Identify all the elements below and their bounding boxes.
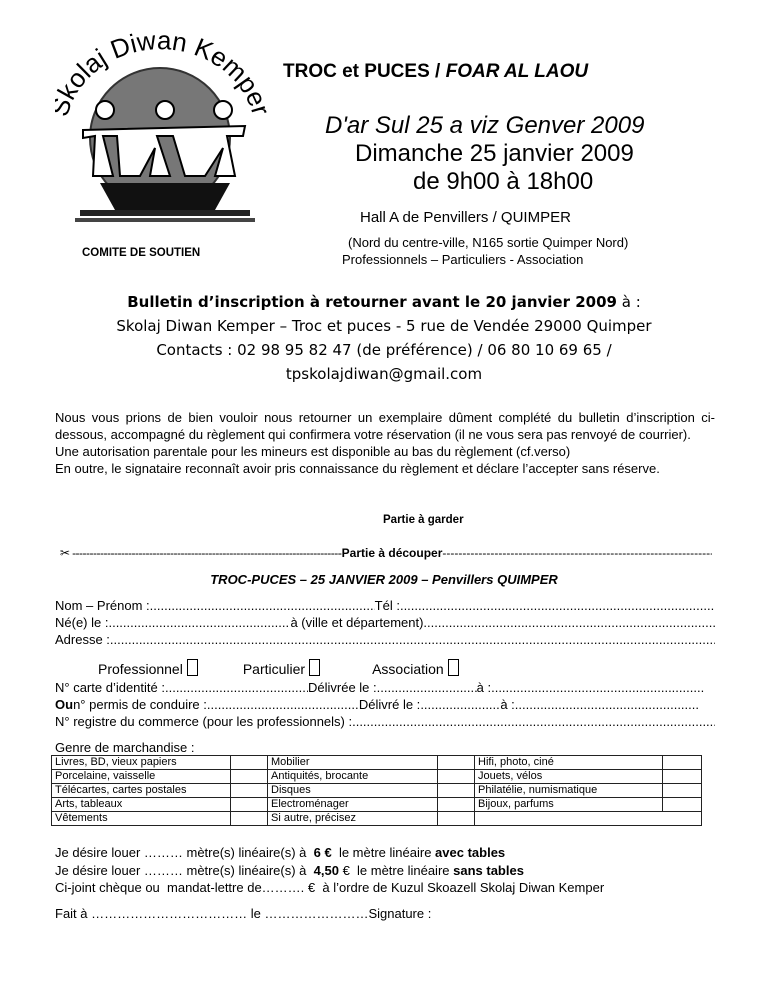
audience: Professionnels – Particuliers - Association [342, 252, 584, 267]
directions: (Nord du centre-ville, N165 sortie Quimper Nord) [348, 235, 629, 250]
phone-input[interactable] [400, 598, 715, 614]
goods-checkbox-cell[interactable] [663, 756, 702, 770]
name-field[interactable] [55, 598, 715, 614]
price: 6 € [313, 845, 332, 860]
rent-with-tables [55, 845, 715, 861]
goods-row [52, 798, 702, 812]
birthplace-label: à (ville et département) [290, 615, 424, 630]
exhibitor-type [55, 659, 715, 678]
intro-paragraph: En outre, le signataire reconnaît avoir pris connaissance du règlement et déclare l’accepter sans réserve. [55, 461, 660, 476]
bulletin-contacts: Contacts : 02 98 95 82 47 (de préférence) / 06 80 10 69 65 / [156, 341, 612, 359]
goods-checkbox-cell[interactable] [231, 812, 268, 826]
dash-leader [442, 545, 712, 561]
rent-text: Je désire louer ……… mètre(s) linéaire(s) à [55, 845, 314, 860]
intro-paragraph: Nous vous prions de bien vouloir nous retourner un exemplaire dûment complété du bulletin d’inscription ci-dessous, accompagné du règlement qui confirmera votre réservation (il ne vous sera pas renvoyé de courrier). [55, 410, 715, 442]
title-separator: / [429, 61, 446, 82]
goods-checkbox-cell[interactable] [663, 770, 702, 784]
birthdate-label: Né(e) le : [55, 615, 109, 630]
registry-field[interactable] [55, 714, 715, 730]
id-card-input[interactable] [165, 680, 308, 696]
checkbox[interactable] [187, 659, 198, 676]
deadline-suffix: à : [616, 293, 641, 311]
checkbox-label: Professionnel [98, 661, 183, 677]
goods-category: Mobilier [268, 756, 438, 770]
address-input[interactable] [110, 632, 715, 648]
signature-line: Fait à ……………………………… le ……………………Signature : [55, 906, 432, 921]
rent-option: avec tables [435, 845, 506, 860]
issued-at-label: à : [476, 680, 492, 695]
committee-caption: COMITE DE SOUTIEN [82, 247, 201, 259]
goods-category: Télécartes, cartes postales [52, 784, 231, 798]
goods-category: Philatélie, numismatique [475, 784, 663, 798]
goods-row [52, 784, 702, 798]
venue: Hall A de Penvillers / QUIMPER [360, 209, 571, 226]
goods-checkbox-cell[interactable] [663, 798, 702, 812]
goods-category: Disques [268, 784, 438, 798]
checkbox[interactable] [448, 659, 459, 676]
issued-at-input[interactable] [491, 680, 705, 696]
goods-category: Antiquités, brocante [268, 770, 438, 784]
checkbox[interactable] [309, 659, 320, 676]
payment-line: Ci-joint chèque ou mandat-lettre de………. € à l’ordre de Kuzul Skoazell Skolaj Diwan Kemper [55, 880, 605, 895]
registry-input[interactable] [352, 714, 715, 730]
address-field[interactable] [55, 632, 715, 648]
intro-text [55, 409, 715, 477]
bulletin-email[interactable]: tpskolajdiwan@gmail.com [285, 365, 483, 383]
goods-label: Genre de marchandise : [55, 740, 195, 755]
checkbox-association[interactable] [372, 659, 459, 678]
checkbox-label: Association [372, 661, 444, 677]
birthdate-input[interactable] [108, 615, 290, 631]
goods-category: Porcelaine, vaisselle [52, 770, 231, 784]
checkbox-label: Particulier [242, 661, 306, 677]
address-label: Adresse : [55, 632, 110, 647]
license-at-label: à : [500, 697, 515, 712]
keep-label: Partie à garder [383, 514, 464, 526]
registry-label: N° registre du commerce (pour les professionnels) : [55, 714, 353, 729]
bulletin-deadline [0, 293, 768, 311]
goods-checkbox-cell[interactable] [438, 784, 475, 798]
goods-category: Jouets, vélos [475, 770, 663, 784]
goods-checkbox-cell[interactable] [231, 756, 268, 770]
rent-text: le mètre linéaire [331, 845, 436, 860]
goods-category: Livres, BD, vieux papiers [52, 756, 231, 770]
hours: de 9h00 à 18h00 [413, 168, 594, 195]
scissors-icon: ✂ [60, 546, 71, 560]
goods-category: Hifi, photo, ciné [475, 756, 663, 770]
license-issued-label: Délivré le : [358, 697, 421, 712]
price: 4,50 [313, 863, 339, 878]
license-at-input[interactable] [515, 697, 700, 713]
birth-field[interactable] [55, 615, 715, 631]
deadline-text: Bulletin d’inscription à retourner avant le 20 janvier 2009 [127, 293, 617, 311]
goods-category: Vêtements [52, 812, 231, 826]
goods-category: Electroménager [268, 798, 438, 812]
goods-table [51, 755, 702, 826]
cut-line [60, 545, 712, 561]
checkbox-professionnel[interactable] [98, 659, 198, 678]
goods-row [52, 770, 702, 784]
cut-label: Partie à découper [341, 546, 443, 560]
goods-checkbox-cell[interactable] [438, 756, 475, 770]
svg-text:Skolaj Diwan Kemper: olaj Diwan Kempe [59, 25, 270, 111]
date-french: Dimanche 25 janvier 2009 [355, 140, 634, 167]
goods-checkbox-cell[interactable] [438, 798, 475, 812]
goods-row [52, 756, 702, 770]
logo-image [55, 18, 270, 228]
license-input[interactable] [207, 697, 359, 713]
name-input[interactable] [150, 598, 375, 614]
goods-category: Bijoux, parfums [475, 798, 663, 812]
issued-label: Délivrée le : [307, 680, 377, 695]
or-label: Ou [55, 697, 74, 712]
birthplace-input[interactable] [423, 615, 715, 631]
id-card-label: N° carte d’identité : [55, 680, 165, 695]
rent-without-tables [55, 863, 715, 879]
goods-checkbox-cell[interactable] [438, 770, 475, 784]
license-issued-input[interactable] [420, 697, 500, 713]
goods-checkbox-cell[interactable] [438, 812, 475, 826]
goods-row [52, 812, 702, 826]
name-label: Nom – Prénom : [55, 598, 150, 613]
goods-category [475, 812, 702, 826]
dash-leader [72, 545, 342, 561]
goods-checkbox-cell[interactable] [231, 798, 268, 812]
date-breton: D'ar Sul 25 a viz Genver 2009 [325, 112, 645, 139]
license-field[interactable] [55, 697, 700, 713]
phone-label: Tél : [374, 598, 400, 613]
logo [55, 18, 270, 228]
goods-category: Si autre, précisez [268, 812, 438, 826]
event-title-breton: FOAR AL LAOU [445, 61, 589, 82]
goods-checkbox-cell[interactable] [663, 784, 702, 798]
id-card-field[interactable] [55, 680, 705, 696]
goods-category: Arts, tableaux [52, 798, 231, 812]
rent-text: € le mètre linéaire [338, 863, 454, 878]
form-title: TROC-PUCES – 25 JANVIER 2009 – Penvillers QUIMPER [210, 572, 558, 587]
rent-text: Je désire louer ……… mètre(s) linéaire(s) à [55, 863, 314, 878]
issued-input[interactable] [377, 680, 477, 696]
event-title [283, 61, 588, 83]
event-title-fr: TROC et PUCES [283, 61, 430, 82]
rent-option: sans tables [453, 863, 524, 878]
goods-checkbox-cell[interactable] [231, 770, 268, 784]
license-label: n° permis de conduire : [73, 697, 207, 712]
goods-checkbox-cell[interactable] [231, 784, 268, 798]
checkbox-particulier[interactable] [243, 659, 320, 678]
bulletin-address: Skolaj Diwan Kemper – Troc et puces - 5 rue de Vendée 29000 Quimper [116, 317, 652, 335]
intro-paragraph: Une autorisation parentale pour les mineurs est disponible au bas du règlement (cf.verso) [55, 444, 571, 459]
